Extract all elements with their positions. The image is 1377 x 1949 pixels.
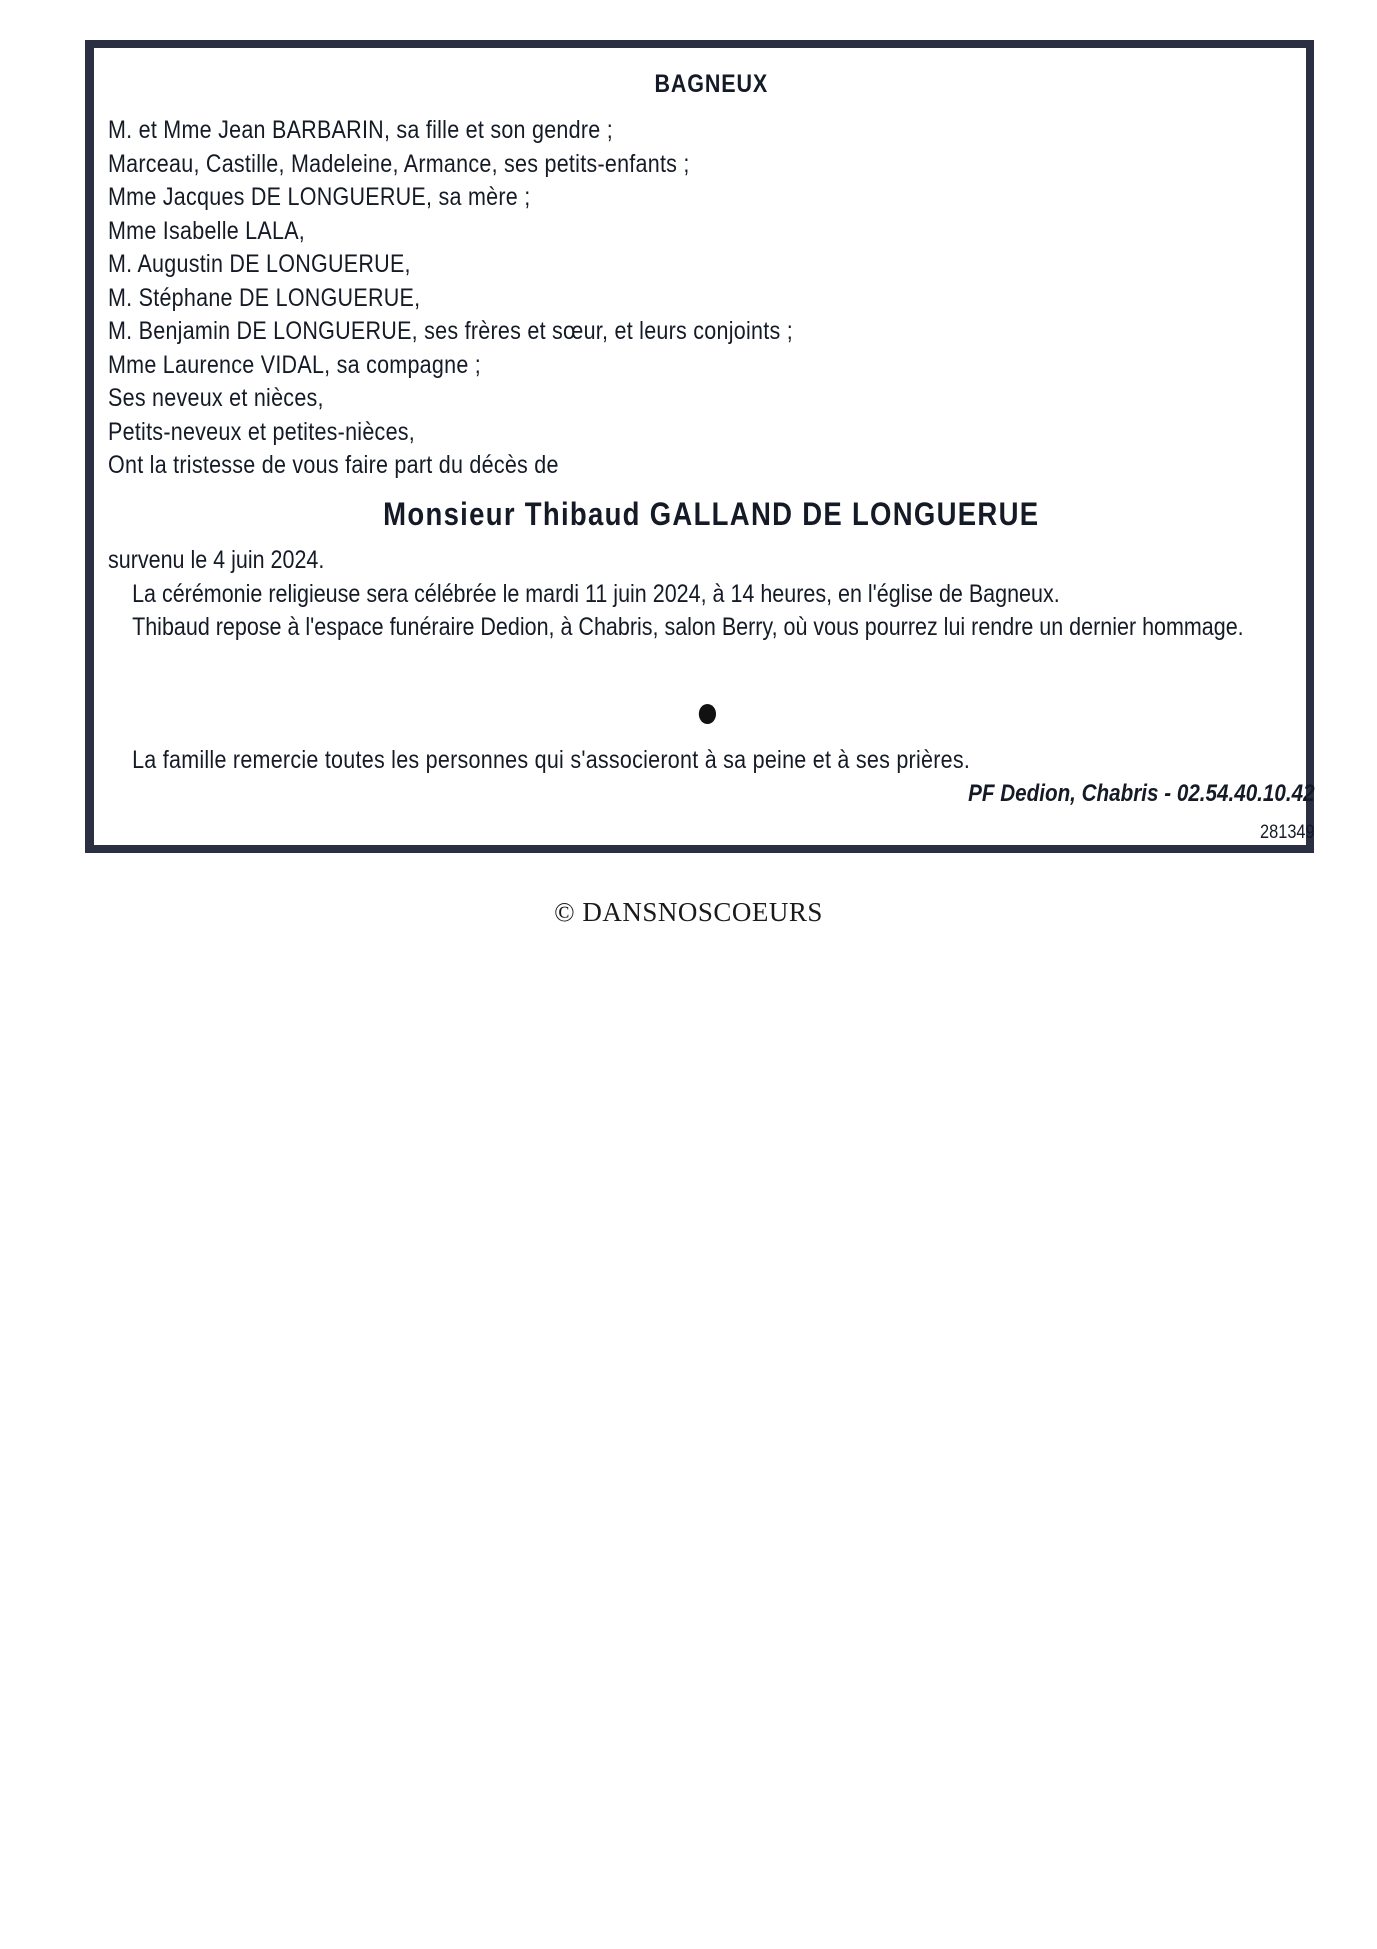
copyright-notice: © DANSNOSCOEURS — [554, 897, 823, 927]
bullet-separator — [699, 704, 716, 724]
family-list — [108, 114, 793, 483]
ceremony-paragraph: La cérémonie religieuse sera célébrée le mardi 11 juin 2024, à 14 heures, en l'église de Bagneux. — [132, 579, 1060, 608]
family-line: M. Stéphane DE LONGUERUE, — [108, 283, 421, 312]
deceased-name: Monsieur Thibaud GALLAND DE LONGUERUE — [383, 496, 1040, 532]
reference-number: 281349 — [1260, 822, 1315, 843]
family-line: M. Augustin DE LONGUERUE, — [108, 250, 411, 278]
family-line: Petits-neveux et petites-nièces, — [108, 417, 416, 446]
obituary-notice — [85, 40, 1314, 853]
family-line: Mme Jacques DE LONGUERUE, sa mère ; — [108, 183, 531, 211]
funeral-home-contact: PF Dedion, Chabris - 02.54.40.10.42 — [968, 780, 1315, 807]
town-heading: BAGNEUX — [654, 70, 769, 98]
date-line: survenu le 4 juin 2024. — [108, 546, 325, 574]
family-line: M. Benjamin DE LONGUERUE, ses frères et sœur, et leurs conjoints ; — [108, 317, 793, 345]
rest-place-paragraph: Thibaud repose à l'espace funéraire Dedion, à Chabris, salon Berry, où vous pourrez lui rendre un dernier hommage. — [132, 613, 1244, 641]
family-line: Ses neveux et nièces, — [108, 384, 324, 412]
family-line: M. et Mme Jean BARBARIN, sa fille et son gendre ; — [108, 116, 613, 144]
family-line: Mme Laurence VIDAL, sa compagne ; — [108, 350, 482, 379]
family-line: Ont la tristesse de vous faire part du décès de — [108, 451, 559, 479]
family-line: Marceau, Castille, Madeleine, Armance, ses petits-enfants ; — [108, 149, 690, 178]
family-line: Mme Isabelle LALA, — [108, 216, 306, 245]
notice-content — [108, 48, 1315, 845]
notice-body — [108, 544, 1315, 645]
thanks-paragraph: La famille remercie toutes les personnes qui s'associeront à sa peine et à ses prières. — [132, 746, 971, 774]
